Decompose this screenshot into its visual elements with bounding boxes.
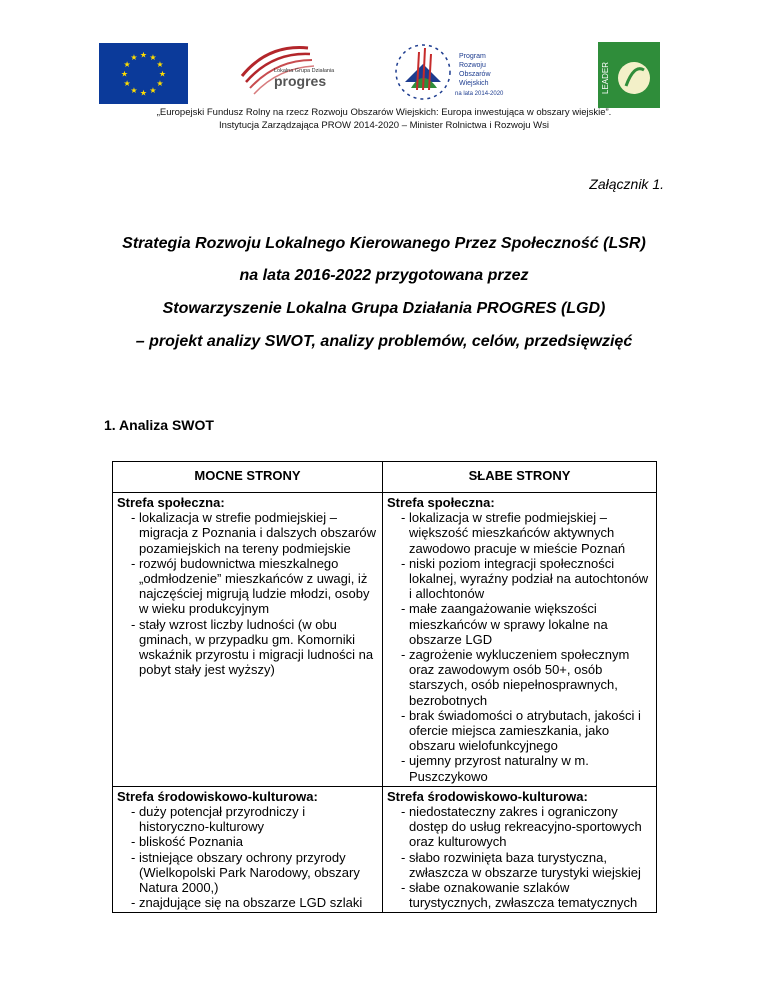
title-line-3: Stowarzyszenie Lokalna Grupa Działania PROGRES (LGD) bbox=[162, 300, 606, 317]
eu-star-icon: ★ bbox=[130, 85, 138, 95]
svg-text:na lata 2014-2020: na lata 2014-2020 bbox=[455, 91, 504, 97]
social-weaknesses-list bbox=[387, 510, 652, 784]
eu-star-icon: ★ bbox=[139, 88, 148, 98]
progres-logo bbox=[238, 42, 356, 102]
social-row bbox=[113, 493, 657, 787]
weaknesses-header: SŁABE STRONY bbox=[383, 462, 657, 493]
list-item: - rozwój budownictwa mieszkalnego „odmłodzenie” mieszkańców z uwagi, iż najczęściej migrują ludzie młodzi, osoby w wieku produkcyjnym bbox=[123, 556, 378, 617]
svg-text:Obszarów: Obszarów bbox=[459, 71, 491, 78]
svg-text:Program: Program bbox=[459, 53, 486, 60]
list-item: - niedostateczny zakres i ograniczony dostęp do usług rekreacyjno-sportowych oraz kulturowych bbox=[393, 804, 652, 850]
environment-heading: Strefa środowiskowo-kulturowa: bbox=[117, 788, 318, 804]
social-heading: Strefa społeczna: bbox=[117, 495, 225, 510]
list-item: - brak świadomości o atrybutach, jakości i ofercie miejsca zamieszkania, jako obszaru wielofunkcyjnego bbox=[393, 708, 652, 754]
environment-strengths-cell bbox=[113, 786, 383, 913]
list-item: - lokalizacja w strefie podmiejskiej – migracja z Poznania i dalszych obszarów pozamiejskich na tereny podmiejskie bbox=[123, 510, 378, 556]
list-item: - ujemny przyrost naturalny w m. Puszczykowo bbox=[393, 753, 652, 783]
svg-text:progres: progres bbox=[274, 73, 327, 89]
eu-flag-logo bbox=[99, 43, 188, 104]
swot-header-row bbox=[113, 462, 657, 493]
environment-heading: Strefa środowiskowo-kulturowa: bbox=[387, 788, 588, 804]
svg-text:LEADER: LEADER bbox=[601, 61, 610, 94]
strengths-header: MOCNE STRONY bbox=[113, 462, 383, 493]
list-item: - słabe oznakowanie szlaków turystycznych, zwłaszcza tematycznych bbox=[393, 880, 652, 910]
logo-bar bbox=[0, 38, 768, 102]
title-line-1: Strategia Rozwoju Lokalnego Kierowanego Przez Społeczność (LSR) bbox=[122, 235, 646, 252]
list-item: - znajdujące się na obszarze LGD szlaki bbox=[123, 895, 378, 910]
swot-table bbox=[112, 461, 657, 913]
list-item: - niski poziom integracji społeczności lokalnej, wyraźny podział na autochtonów i allochtonów bbox=[393, 556, 652, 602]
list-item: - bliskość Poznania bbox=[123, 834, 378, 849]
eu-star-icon: ★ bbox=[120, 69, 129, 79]
title-line-2: na lata 2016-2022 przygotowana przez bbox=[239, 267, 529, 284]
list-item: - duży potencjał przyrodniczy i historyczno-kulturowy bbox=[123, 804, 378, 834]
title-line-4: – projekt analizy SWOT, analizy problemów, celów, przedsięwzięć bbox=[135, 333, 633, 350]
leader-logo bbox=[598, 42, 660, 108]
eu-star-icon: ★ bbox=[156, 79, 164, 88]
funding-line-2: Instytucja Zarządzająca PROW 2014-2020 – Minister Rolnictwa i Rozwoju Wsi bbox=[219, 120, 549, 131]
eu-star-icon: ★ bbox=[130, 53, 138, 63]
environment-strengths-list bbox=[117, 804, 378, 910]
social-strengths-list bbox=[117, 510, 378, 677]
funding-line-1: „Europejski Fundusz Rolny na rzecz Rozwoju Obszarów Wiejskich: Europa inwestująca w obszary wiejskie”. bbox=[156, 107, 612, 118]
svg-text:Lokalna Grupa Działania: Lokalna Grupa Działania bbox=[274, 68, 335, 74]
annex-label: Załącznik 1. bbox=[589, 176, 664, 192]
eu-star-icon: ★ bbox=[158, 69, 167, 79]
environment-row bbox=[113, 786, 657, 913]
prow-logo bbox=[391, 38, 543, 104]
list-item: - słabo rozwinięta baza turystyczna, zwłaszcza w obszarze turystyki wiejskiej bbox=[393, 850, 652, 880]
svg-text:Wiejskich: Wiejskich bbox=[459, 80, 489, 87]
eu-star-icon: ★ bbox=[123, 60, 131, 69]
section-heading: 1. Analiza SWOT bbox=[104, 417, 214, 433]
environment-weaknesses-list bbox=[387, 804, 652, 910]
eu-star-icon: ★ bbox=[149, 53, 157, 63]
environment-weaknesses-cell bbox=[383, 786, 657, 913]
list-item: - lokalizacja w strefie podmiejskiej – większość mieszkańców aktywnych zawodowo pracuje w mieście Poznań bbox=[393, 510, 652, 556]
social-weaknesses-cell bbox=[383, 493, 657, 787]
eu-star-icon: ★ bbox=[123, 79, 131, 88]
eu-star-icon: ★ bbox=[156, 60, 164, 69]
social-heading: Strefa społeczna: bbox=[387, 495, 495, 510]
eu-star-icon: ★ bbox=[139, 50, 148, 60]
eu-star-icon: ★ bbox=[149, 85, 157, 95]
social-strengths-cell bbox=[113, 493, 383, 787]
list-item: - stały wzrost liczby ludności (w obu gminach, w przypadku gm. Komorniki wskaźnik przyrostu i migracji ludności na pobyt stały jest wyższy) bbox=[123, 617, 378, 678]
list-item: - zagrożenie wykluczeniem społecznym oraz zawodowym osób 50+, osób starszych, osób niepełnosprawnych, bezrobotnych bbox=[393, 647, 652, 708]
list-item: - istniejące obszary ochrony przyrody (Wielkopolski Park Narodowy, obszary Natura 2000,) bbox=[123, 850, 378, 896]
svg-text:Rozwoju: Rozwoju bbox=[459, 62, 486, 69]
eu-stars-icon bbox=[99, 43, 188, 104]
list-item: - małe zaangażowanie większości mieszkańców w sprawy lokalne na obszarze LGD bbox=[393, 601, 652, 647]
funding-note bbox=[0, 106, 768, 132]
